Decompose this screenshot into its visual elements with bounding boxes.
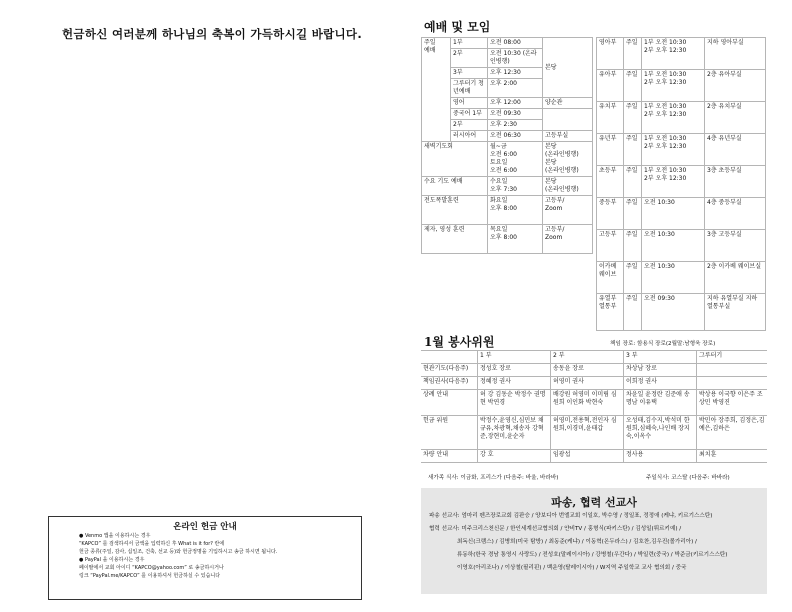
vol-cell <box>697 364 768 377</box>
ministry-day: 주일 <box>624 70 642 102</box>
ministry-dept: 유년부 <box>597 134 624 166</box>
ministry-day: 주일 <box>624 262 642 294</box>
worship-table <box>421 37 593 254</box>
vol-cell: 박상용 이국향 이은주 조상민 박영진 <box>697 390 768 416</box>
ministry-day: 주일 <box>624 230 642 262</box>
ministry-time: 오전 10:30 <box>642 262 705 294</box>
service-name: 그루터기 청년예배 <box>451 79 488 98</box>
vol-cell: 허영미 권사 <box>551 377 624 390</box>
discipleship-time: 목요일 오후 8:00 <box>488 225 543 254</box>
service-time: 오전 09:30 <box>488 109 543 120</box>
ministry-room: 지하 영아부실 <box>705 38 766 70</box>
missionaries-title: 파송, 협력 선교사 <box>551 496 637 509</box>
evangelism-label: 전도폭발훈련 <box>422 196 488 225</box>
wed-prayer-time: 수요일 오후 7:30 <box>488 177 543 196</box>
online-line: ● Venmo 앱을 이용하시는 경우 <box>79 533 151 539</box>
vol-cell: 박민아 장주희, 김정은,김예은,김하은 <box>697 416 768 450</box>
vol-role: 헌금 위원 <box>421 416 478 450</box>
vol-header <box>421 351 478 364</box>
ministry-dept: 유열부 열통부 <box>597 294 624 331</box>
ministry-dept: 중등부 <box>597 198 624 230</box>
ministry-time: 1부 오전 10:30 2부 오후 12:30 <box>642 134 705 166</box>
ministry-day: 주일 <box>624 134 642 166</box>
missionaries-box <box>421 488 767 594</box>
discipleship-place: 고등부/ Zoom <box>543 225 593 254</box>
service-place: 양순관 <box>543 98 593 109</box>
ministry-dept: 이카베 웨이브 <box>597 262 624 294</box>
ministry-day: 주일 <box>624 38 642 70</box>
wed-prayer-place: 본당 (온라인병행) <box>543 177 593 196</box>
volunteers-footer-left: 새가족 식사: 이금화, 프리스가 (다음주: 바울, 바라바) <box>428 475 559 481</box>
volunteers-table <box>421 350 767 463</box>
service-name: 2부 <box>451 49 488 68</box>
service-name: 1부 <box>451 38 488 49</box>
ministry-time: 1부 오전 10:30 2부 오후 12:30 <box>642 166 705 198</box>
ministry-dept: 영아부 <box>597 38 624 70</box>
ministry-time: 오전 10:30 <box>642 198 705 230</box>
vol-header: 2 부 <box>551 351 624 364</box>
vol-role: 상례 안내 <box>421 390 478 416</box>
ministry-room: 2층 유아부실 <box>705 70 766 102</box>
vol-cell: 정사용 <box>624 450 697 463</box>
ministry-dept: 고등부 <box>597 230 624 262</box>
ministry-time: 1부 오전 10:30 2부 오후 12:30 <box>642 38 705 70</box>
ministry-dept: 초등부 <box>597 166 624 198</box>
ministry-room: 4층 중등부실 <box>705 198 766 230</box>
service-time: 오전 10:30 (온라인병행) <box>488 49 543 68</box>
ministry-room: 4층 유년부실 <box>705 134 766 166</box>
service-time: 오후 12:30 <box>488 68 543 79</box>
vol-cell: 허영미,전용혁,전인자 심원희,이경미,윤태갑 <box>551 416 624 450</box>
vol-header: 그루터기 <box>697 351 768 364</box>
vol-cell: 이희정 권사 <box>624 377 697 390</box>
vol-role: 책임권사(다음주) <box>421 377 478 390</box>
missionaries-line: 협력 선교사: 미주크리스천신문 / 한인세계선교협의회 / 얀비TV / 홍형식(파키스탄) / 김성일(튀르키예) / <box>429 526 682 532</box>
vol-header: 3 부 <box>624 351 697 364</box>
volunteers-leader-note: 책임 장로: 함용식 장로(2월말:남형욱 장로) <box>610 341 716 347</box>
service-time: 오전 08:00 <box>488 38 543 49</box>
ministry-room: 2층 유치부실 <box>705 102 766 134</box>
online-line: 페이팔에서 교회 아이디 “KAPCO@yahoo.com” 로 송금하시거나 <box>79 565 224 571</box>
service-name: 러시아어 <box>451 131 488 142</box>
wed-prayer-label: 수요 기도 예배 <box>422 177 488 196</box>
vol-cell: 정혜정 권사 <box>478 377 551 390</box>
ministry-day: 주일 <box>624 166 642 198</box>
ministry-room: 3층 초등부실 <box>705 166 766 198</box>
service-time: 오후 12:00 <box>488 98 543 109</box>
ministry-room: 지하 유열부실 지하 열통부실 <box>705 294 766 331</box>
vol-cell: 정성호 장로 <box>478 364 551 377</box>
vol-cell: 송동윤 장로 <box>551 364 624 377</box>
missionaries-line: 이영호(아리조나) / 이상철(필리핀) / 백운영(탈레이시아) / W지역 주일학교 교사 협의회 / 중국 <box>457 565 687 571</box>
service-name: 3부 <box>451 68 488 79</box>
vol-cell: 강 호 <box>478 450 551 463</box>
vol-header: 1 부 <box>478 351 551 364</box>
sunday-worship-label: 주일 예배 <box>422 38 451 142</box>
vol-cell: 최치훈 <box>697 450 768 463</box>
ministry-table <box>596 37 766 331</box>
online-line: “KAPCO” 를 검색하셔서 금액을 입력하신 후 What is it for? 란에 <box>79 541 225 547</box>
online-line: 헌금 종류(주일, 감사, 십일조, 건축, 선교 등)와 헌금정명을 기입하시고 송금 하시면 됩니다. <box>79 549 278 555</box>
service-time: 오후 2:00 <box>488 79 543 98</box>
vol-role: 현관기도(다음주) <box>421 364 478 377</box>
service-time: 오후 2:30 <box>488 120 543 131</box>
missionaries-line: 파송 선교사: 엄마리 펜즈장로교회 김판승 / 양보디아 번엘교회 이일호, 박수영 / 정일표, 정정애 (케냐, 키르기스스탄) <box>429 513 713 519</box>
volunteers-footer-right: 주일식사: 코스탈 (다음주: 바바라) <box>646 475 730 481</box>
dawn-prayer-place: 본당 (온라인병행) 본당 (온라인병행) <box>543 142 593 177</box>
ministry-day: 주일 <box>624 198 642 230</box>
dawn-prayer-label: 새벽기도회 <box>422 142 488 177</box>
ministry-dept: 유아부 <box>597 70 624 102</box>
service-name: 중국어 1부 <box>451 109 488 120</box>
ministry-room: 2층 이카베 웨이브실 <box>705 262 766 294</box>
ministry-day: 주일 <box>624 102 642 134</box>
service-name: 2부 <box>451 120 488 131</box>
ministry-time: 오전 09:30 <box>642 294 705 331</box>
volunteers-title: 1월 봉사위원 <box>424 335 495 349</box>
online-line: ● PayPal 을 이용하시는 경우 <box>79 557 145 563</box>
dawn-prayer-time: 월~금 오전 6:00 토요일 오전 6:00 <box>488 142 543 177</box>
evangelism-time: 화요일 오후 8:00 <box>488 196 543 225</box>
ministry-time: 1부 오전 10:30 2부 오후 12:30 <box>642 70 705 102</box>
vol-cell: 차윤일 윤정란 김준애 송명남 이유택 <box>624 390 697 416</box>
vol-cell: 허 강 김동순 박정수 권명현 박연경 <box>478 390 551 416</box>
discipleship-label: 제자, 영성 훈련 <box>422 225 488 254</box>
service-time: 오전 06:30 <box>488 131 543 142</box>
service-name: 영어 <box>451 98 488 109</box>
worship-section-title: 예배 및 모임 <box>424 20 491 34</box>
service-place: 고등부실 <box>543 131 593 142</box>
vol-cell: 오성태,김수지,박석미 한원희,심혜숙,나인배 장지숙,이옥수 <box>624 416 697 450</box>
missionaries-line: 최독신(크램스) / 김병희(미국 탐방) / 최동준(케냐) / 이동혁(온두라스) / 김호찬,김우진(볼가리아) / <box>457 539 697 545</box>
online-offering-title: 온라인 헌금 안내 <box>173 522 237 532</box>
greeting-message: 헌금하신 여러분께 하나님의 축복이 가득하시길 바랍니다. <box>62 27 362 41</box>
ministry-time: 1부 오전 10:30 2부 오후 12:30 <box>642 102 705 134</box>
ministry-dept: 유치부 <box>597 102 624 134</box>
evangelism-place: 고등부/ Zoom <box>543 196 593 225</box>
online-line: 링크 “PayPal.me/KAPCO” 를 이용하셔서 헌금하실 수 있습니다 <box>79 573 221 579</box>
ministry-room: 3층 고등부실 <box>705 230 766 262</box>
vol-cell: 임광섭 <box>551 450 624 463</box>
vol-role: 차량 안내 <box>421 450 478 463</box>
vol-cell: 차상남 장로 <box>624 364 697 377</box>
service-place: 본당 <box>543 38 593 98</box>
missionaries-line: 류동하(한국 경남 통영시 사랑도) / 전성호(말레이시아) / 강병철(우간다) / 박일련(중국) / 박준금(키르기스스탄) <box>457 552 728 558</box>
ministry-time: 오전 10:30 <box>642 230 705 262</box>
online-offering-box <box>48 516 362 600</box>
vol-cell <box>697 377 768 390</box>
ministry-day: 주일 <box>624 294 642 331</box>
vol-cell: 박정수,윤영신,심민보 채규유,차광혁,채송자 강혁준,장현미,윤순자 <box>478 416 551 450</box>
vol-cell: 배강원 허영미 이미림 심원희 이인화 박현숙 <box>551 390 624 416</box>
